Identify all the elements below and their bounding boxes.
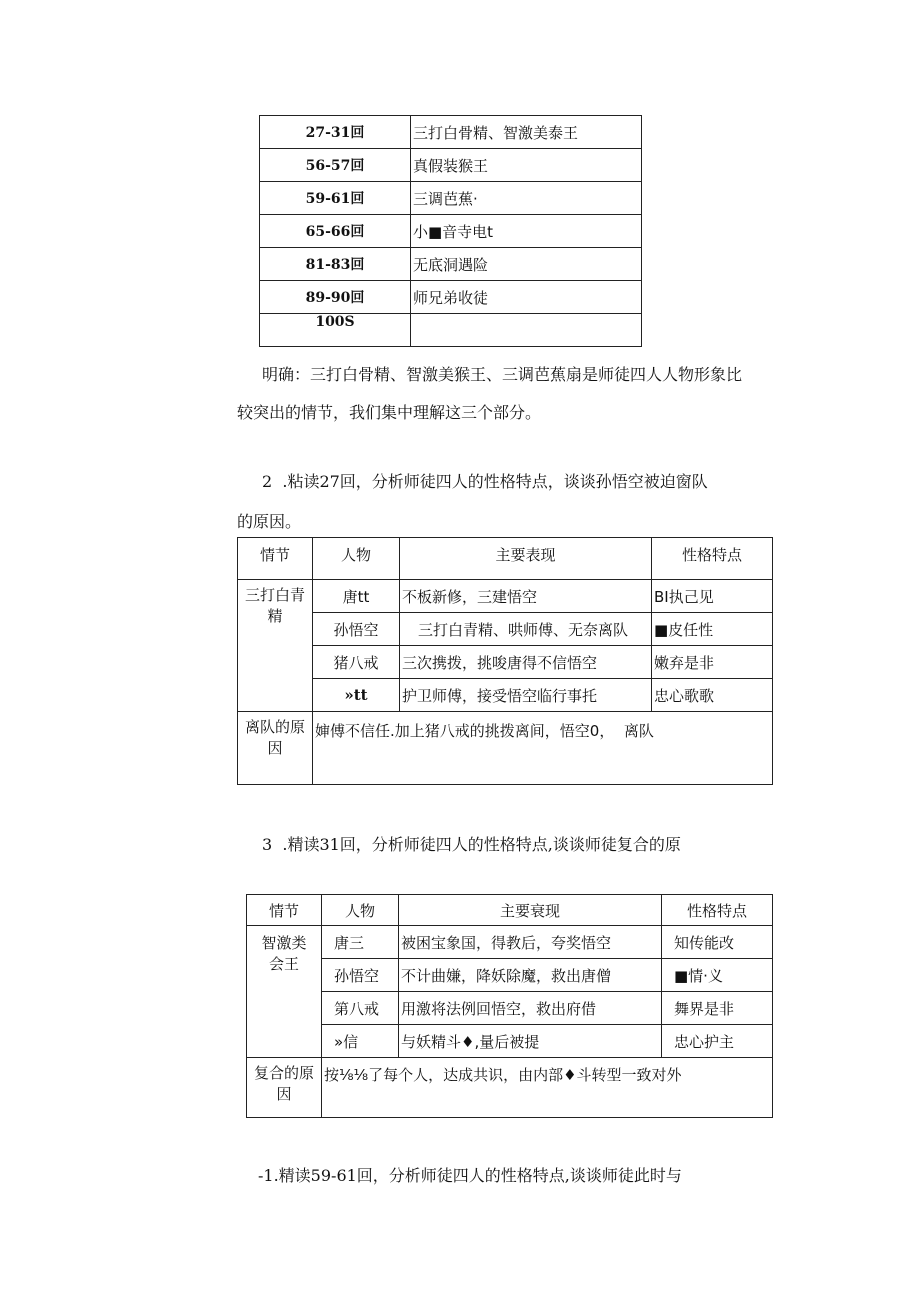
event-cell: 无底洞遇险 [411,248,642,281]
chapter-cell: 27-31回 [260,116,411,149]
table-row [247,1025,773,1058]
performance-cell: 与妖精斗♦,量后被提 [399,1025,662,1058]
table-row [260,215,642,248]
table-row [247,1058,773,1118]
question-heading: 3 .精读31回，分析师徒四人的性格特点,谈谈师徒复合的原 [262,835,681,854]
character-table-27 [237,537,773,785]
table-row [260,314,642,347]
person-cell: 唐三 [322,926,399,959]
person-cell: 孙悟空 [313,613,400,646]
person-cell: »信 [322,1025,399,1058]
question-heading: 2 .粘读27回，分析师徒四人的性格特点，谈谈孙悟空被迫窗队 [262,472,708,491]
event-cell: 真假装猴王 [411,149,642,182]
plot-cell: 三打白青精 [238,580,313,712]
character-table-31 [246,894,773,1118]
trait-cell: 知传能改 [662,926,773,959]
table-row [260,149,642,182]
performance-cell: 三次携拨，挑唆唐得不信悟空 [400,646,652,679]
performance-cell: 被困宝象国，得教后，夸奖悟空 [399,926,662,959]
reason-text-cell: 婶傅不信任.加上猪八戒的挑拨离间，悟空0， 离队 [313,712,773,785]
table-row [238,613,773,646]
person-cell: »tt [313,679,400,712]
plot-cell: 智激类会王 [247,926,322,1058]
header-cell: 情节 [238,538,313,580]
event-cell: 三调芭蕉· [411,182,642,215]
table-row [238,646,773,679]
chapter-cell: 89-90回 [260,281,411,314]
trait-cell: 嫩弃是非 [652,646,773,679]
person-cell: 孙悟空 [322,959,399,992]
performance-cell: 不板新修，三建悟空 [400,580,652,613]
performance-cell: 护卫师傅，接受悟空临行事托 [400,679,652,712]
table-row [238,712,773,785]
reason-text-cell: 按⅛⅛了每个人，达成共识，由内部♦斗转型一致对外 [322,1058,773,1118]
table-row [247,992,773,1025]
event-cell: 师兄弟收徒 [411,281,642,314]
reason-label-cell: 复合的原因 [247,1058,322,1118]
chapter-cell: 81-83回 [260,248,411,281]
performance-cell: 用激将法例回悟空，救出府借 [399,992,662,1025]
chapter-cell: 56-57回 [260,149,411,182]
chapter-table [259,115,642,347]
question-heading: -1.精读59-61回，分析师徒四人的性格特点,谈谈师徒此时与 [258,1166,682,1185]
table-row [238,580,773,613]
header-cell: 性格特点 [662,895,773,926]
reason-label-cell: 离队的原因 [238,712,313,785]
table-header-row [247,895,773,926]
header-cell: 情节 [247,895,322,926]
trait-cell: 舞界是非 [662,992,773,1025]
table-header-row [238,538,773,580]
event-cell: 小■音寺电t [411,215,642,248]
person-cell: 第八戒 [322,992,399,1025]
trait-cell: ■情·义 [662,959,773,992]
table-row [247,926,773,959]
header-cell: 人物 [322,895,399,926]
trait-cell: BI执己见 [652,580,773,613]
table-row [260,182,642,215]
table-row [247,959,773,992]
paragraph-line: 较突出的情节，我们集中理解这三个部分。 [237,403,542,422]
trait-cell: 忠心护主 [662,1025,773,1058]
header-cell: 人物 [313,538,400,580]
table-row [238,679,773,712]
person-cell: 猪八戒 [313,646,400,679]
event-cell: 三打白骨精、智激美泰王 [411,116,642,149]
table-row [260,116,642,149]
paragraph-line: 明确：三打白骨精、智激美猴王、三调芭蕉扇是师徒四人人物形象比 [262,365,743,384]
table-row [260,281,642,314]
chapter-cell: 100S [260,314,411,347]
header-cell: 主要表现 [400,538,652,580]
performance-cell: 三打白青精、哄师傅、无奈离队 [400,613,652,646]
header-cell: 性格特点 [652,538,773,580]
trait-cell: ■皮任性 [652,613,773,646]
person-cell: 唐tt [313,580,400,613]
trait-cell: 忠心歌歌 [652,679,773,712]
event-cell [411,314,642,347]
table-row [260,248,642,281]
question-heading: 的原因。 [237,512,302,531]
performance-cell: 不计曲嫌，降妖除魔，救出唐僧 [399,959,662,992]
chapter-cell: 65-66回 [260,215,411,248]
header-cell: 主要衰现 [399,895,662,926]
chapter-cell: 59-61回 [260,182,411,215]
